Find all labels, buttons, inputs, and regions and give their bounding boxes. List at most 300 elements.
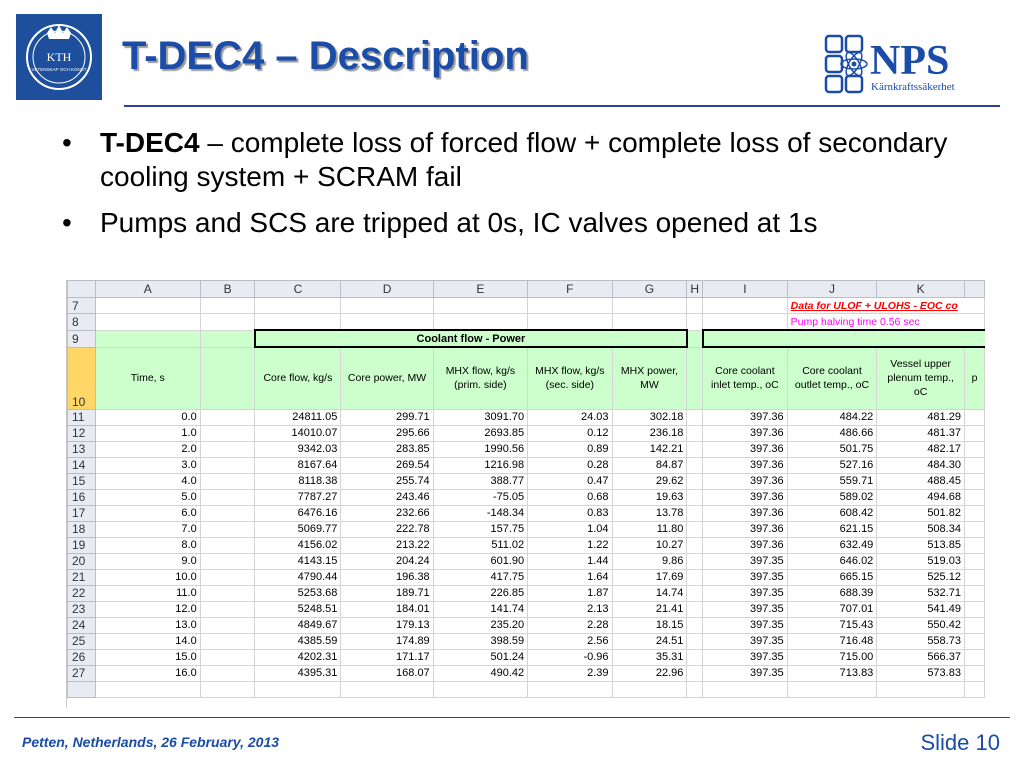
value-cell[interactable]: 141.74	[433, 601, 527, 617]
value-cell[interactable]: 397.35	[703, 665, 788, 681]
cell[interactable]	[95, 298, 200, 314]
row-header[interactable]: 24	[68, 617, 96, 633]
cell[interactable]	[687, 457, 703, 473]
value-cell[interactable]: 0.68	[528, 489, 612, 505]
cell[interactable]	[95, 330, 200, 347]
value-cell[interactable]: 525.12	[877, 569, 965, 585]
cell[interactable]	[687, 298, 703, 314]
row-header[interactable]: 11	[68, 409, 96, 425]
cell[interactable]	[964, 569, 984, 585]
sheet-row	[68, 633, 985, 649]
cell[interactable]	[200, 441, 255, 457]
cell[interactable]	[528, 681, 612, 697]
value-cell[interactable]: 417.75	[433, 569, 527, 585]
cell[interactable]	[687, 633, 703, 649]
header-core-power[interactable]: Core power, MW	[341, 347, 433, 409]
cell[interactable]	[200, 569, 255, 585]
value-cell[interactable]: 1.04	[528, 521, 612, 537]
value-cell[interactable]: 4202.31	[255, 649, 341, 665]
cell[interactable]	[687, 553, 703, 569]
value-cell[interactable]: 715.00	[787, 649, 877, 665]
value-cell[interactable]: 8167.64	[255, 457, 341, 473]
cell[interactable]	[200, 681, 255, 697]
cell[interactable]	[703, 681, 788, 697]
value-cell[interactable]: 5248.51	[255, 601, 341, 617]
value-cell[interactable]: 501.82	[877, 505, 965, 521]
value-cell[interactable]: 243.46	[341, 489, 433, 505]
column-header[interactable]: B	[200, 281, 255, 298]
value-cell[interactable]: 716.48	[787, 633, 877, 649]
row-header[interactable]: 9	[68, 330, 96, 347]
value-cell[interactable]: 10.27	[612, 537, 687, 553]
cell[interactable]	[200, 585, 255, 601]
kth-logo-subtext: VETENSKAP OCH KONST	[31, 67, 87, 72]
value-cell[interactable]: 484.30	[877, 457, 965, 473]
row-header[interactable]: 13	[68, 441, 96, 457]
value-cell[interactable]: 4385.59	[255, 633, 341, 649]
cell[interactable]	[687, 314, 703, 331]
cell[interactable]	[964, 633, 984, 649]
header-core-flow[interactable]: Core flow, kg/s	[255, 347, 341, 409]
value-cell[interactable]: 171.17	[341, 649, 433, 665]
value-cell[interactable]: 11.0	[95, 585, 200, 601]
value-cell[interactable]: 1.0	[95, 425, 200, 441]
value-cell[interactable]: 14.74	[612, 585, 687, 601]
column-header[interactable]: E	[433, 281, 527, 298]
value-cell[interactable]: 0.12	[528, 425, 612, 441]
value-cell[interactable]: 1990.56	[433, 441, 527, 457]
cell[interactable]	[612, 298, 687, 314]
value-cell[interactable]: 397.36	[703, 457, 788, 473]
value-cell[interactable]: 388.77	[433, 473, 527, 489]
value-cell[interactable]: 2693.85	[433, 425, 527, 441]
value-cell[interactable]: 481.29	[877, 409, 965, 425]
cell[interactable]	[255, 314, 341, 331]
column-header[interactable]: F	[528, 281, 612, 298]
value-cell[interactable]: 8.0	[95, 537, 200, 553]
row-header[interactable]: 17	[68, 505, 96, 521]
value-cell[interactable]: 236.18	[612, 425, 687, 441]
value-cell[interactable]: 11.80	[612, 521, 687, 537]
value-cell[interactable]: 2.56	[528, 633, 612, 649]
cell[interactable]	[964, 489, 984, 505]
cell[interactable]	[687, 649, 703, 665]
value-cell[interactable]: 508.34	[877, 521, 965, 537]
column-header[interactable]: H	[687, 281, 703, 298]
row-header[interactable]: 12	[68, 425, 96, 441]
value-cell[interactable]: 3.0	[95, 457, 200, 473]
value-cell[interactable]: 621.15	[787, 521, 877, 537]
data-rows	[68, 409, 985, 681]
cell[interactable]	[964, 537, 984, 553]
value-cell[interactable]: 168.07	[341, 665, 433, 681]
value-cell[interactable]: 398.59	[433, 633, 527, 649]
cell[interactable]	[687, 617, 703, 633]
cell[interactable]	[200, 425, 255, 441]
value-cell[interactable]: 501.24	[433, 649, 527, 665]
cell[interactable]	[964, 681, 984, 697]
cell[interactable]	[964, 521, 984, 537]
cell[interactable]	[200, 649, 255, 665]
cell[interactable]	[200, 347, 255, 409]
value-cell[interactable]: 494.68	[877, 489, 965, 505]
value-cell[interactable]: 2.0	[95, 441, 200, 457]
value-cell[interactable]: -0.96	[528, 649, 612, 665]
value-cell[interactable]: 226.85	[433, 585, 527, 601]
value-cell[interactable]: 9.0	[95, 553, 200, 569]
cell[interactable]	[703, 314, 788, 331]
value-cell[interactable]: 24.51	[612, 633, 687, 649]
cell[interactable]	[255, 681, 341, 697]
cell[interactable]	[200, 314, 255, 331]
value-cell[interactable]: 295.66	[341, 425, 433, 441]
value-cell[interactable]: 0.47	[528, 473, 612, 489]
value-cell[interactable]: 14.0	[95, 633, 200, 649]
row-header[interactable]: 10	[68, 347, 96, 409]
value-cell[interactable]: 16.0	[95, 665, 200, 681]
value-cell[interactable]: 608.42	[787, 505, 877, 521]
cell[interactable]	[703, 298, 788, 314]
value-cell[interactable]: 397.35	[703, 649, 788, 665]
cell[interactable]	[964, 425, 984, 441]
cell[interactable]	[687, 521, 703, 537]
value-cell[interactable]: 397.36	[703, 489, 788, 505]
cell[interactable]	[95, 681, 200, 697]
value-cell[interactable]: 6476.16	[255, 505, 341, 521]
cell[interactable]	[687, 330, 703, 347]
value-cell[interactable]: 29.62	[612, 473, 687, 489]
column-header[interactable]: C	[255, 281, 341, 298]
value-cell[interactable]: -75.05	[433, 489, 527, 505]
value-cell[interactable]: 4395.31	[255, 665, 341, 681]
value-cell[interactable]: 174.89	[341, 633, 433, 649]
value-cell[interactable]: 501.75	[787, 441, 877, 457]
row-header[interactable]: 27	[68, 665, 96, 681]
header-mhx-power[interactable]: MHX power, MW	[612, 347, 687, 409]
value-cell[interactable]: 541.49	[877, 601, 965, 617]
value-cell[interactable]: 189.71	[341, 585, 433, 601]
cell[interactable]	[964, 457, 984, 473]
cell[interactable]	[687, 569, 703, 585]
value-cell[interactable]: 283.85	[341, 441, 433, 457]
cell[interactable]	[687, 441, 703, 457]
value-cell[interactable]: 589.02	[787, 489, 877, 505]
value-cell[interactable]: 481.37	[877, 425, 965, 441]
value-cell[interactable]: 8118.38	[255, 473, 341, 489]
value-cell[interactable]: 519.03	[877, 553, 965, 569]
value-cell[interactable]: -148.34	[433, 505, 527, 521]
value-cell[interactable]: 2.28	[528, 617, 612, 633]
row-header[interactable]: 16	[68, 489, 96, 505]
value-cell[interactable]: 21.41	[612, 601, 687, 617]
value-cell[interactable]: 488.45	[877, 473, 965, 489]
column-header[interactable]: D	[341, 281, 433, 298]
row-header[interactable]: 26	[68, 649, 96, 665]
cell[interactable]	[200, 409, 255, 425]
column-header[interactable]: A	[95, 281, 200, 298]
value-cell[interactable]: 2.39	[528, 665, 612, 681]
column-header[interactable]: G	[612, 281, 687, 298]
value-cell[interactable]: 397.36	[703, 441, 788, 457]
cell[interactable]	[687, 585, 703, 601]
value-cell[interactable]: 269.54	[341, 457, 433, 473]
row-header[interactable]: 18	[68, 521, 96, 537]
value-cell[interactable]: 646.02	[787, 553, 877, 569]
cell[interactable]	[341, 314, 433, 331]
nps-logo	[822, 28, 1002, 96]
sheet-row	[68, 601, 985, 617]
value-cell[interactable]: 14010.07	[255, 425, 341, 441]
value-cell[interactable]: 179.13	[341, 617, 433, 633]
cell[interactable]	[200, 505, 255, 521]
value-cell[interactable]: 5069.77	[255, 521, 341, 537]
value-cell[interactable]: 84.87	[612, 457, 687, 473]
value-cell[interactable]: 9.86	[612, 553, 687, 569]
row-header[interactable]: 15	[68, 473, 96, 489]
value-cell[interactable]: 4156.02	[255, 537, 341, 553]
cell[interactable]	[687, 505, 703, 521]
cell[interactable]	[687, 425, 703, 441]
cell[interactable]	[433, 681, 527, 697]
value-cell[interactable]: 0.89	[528, 441, 612, 457]
value-cell[interactable]: 397.36	[703, 473, 788, 489]
value-cell[interactable]: 1.87	[528, 585, 612, 601]
sheet-row	[68, 457, 985, 473]
cell[interactable]	[787, 681, 877, 697]
cell[interactable]	[687, 409, 703, 425]
select-all-corner[interactable]	[68, 281, 96, 298]
value-cell[interactable]: 157.75	[433, 521, 527, 537]
cell[interactable]	[200, 298, 255, 314]
cell[interactable]	[687, 347, 703, 409]
cell[interactable]	[687, 489, 703, 505]
value-cell[interactable]: 559.71	[787, 473, 877, 489]
row-header[interactable]: 25	[68, 633, 96, 649]
cell[interactable]	[964, 617, 984, 633]
value-cell[interactable]: 19.63	[612, 489, 687, 505]
value-cell[interactable]: 142.21	[612, 441, 687, 457]
value-cell[interactable]: 558.73	[877, 633, 965, 649]
cell[interactable]	[612, 681, 687, 697]
value-cell[interactable]: 13.0	[95, 617, 200, 633]
pump-note[interactable]: Pump halving time 0.56 sec	[787, 314, 984, 331]
cell[interactable]	[964, 665, 984, 681]
sheet-row	[68, 537, 985, 553]
value-cell[interactable]: 397.36	[703, 425, 788, 441]
header-core-outlet-temp[interactable]: Core coolant outlet temp., oC	[787, 347, 877, 409]
cell[interactable]	[528, 298, 612, 314]
value-cell[interactable]: 484.22	[787, 409, 877, 425]
cell[interactable]	[433, 298, 527, 314]
value-cell[interactable]: 707.01	[787, 601, 877, 617]
value-cell[interactable]: 573.83	[877, 665, 965, 681]
cell[interactable]	[687, 681, 703, 697]
value-cell[interactable]: 1216.98	[433, 457, 527, 473]
value-cell[interactable]: 532.71	[877, 585, 965, 601]
cell[interactable]	[200, 457, 255, 473]
value-cell[interactable]: 0.83	[528, 505, 612, 521]
value-cell[interactable]: 4790.44	[255, 569, 341, 585]
cell[interactable]	[528, 314, 612, 331]
value-cell[interactable]: 232.66	[341, 505, 433, 521]
value-cell[interactable]: 397.36	[703, 409, 788, 425]
value-cell[interactable]: 397.35	[703, 601, 788, 617]
cell[interactable]	[200, 617, 255, 633]
value-cell[interactable]: 4143.15	[255, 553, 341, 569]
value-cell[interactable]: 10.0	[95, 569, 200, 585]
value-cell[interactable]: 7787.27	[255, 489, 341, 505]
cell[interactable]	[341, 681, 433, 697]
cell[interactable]	[200, 330, 255, 347]
cell[interactable]	[687, 601, 703, 617]
value-cell[interactable]: 299.71	[341, 409, 433, 425]
cell[interactable]	[433, 314, 527, 331]
value-cell[interactable]: 527.16	[787, 457, 877, 473]
value-cell[interactable]: 35.31	[612, 649, 687, 665]
value-cell[interactable]: 222.78	[341, 521, 433, 537]
column-header[interactable]	[964, 281, 984, 298]
value-cell[interactable]: 5.0	[95, 489, 200, 505]
column-header[interactable]: K	[877, 281, 965, 298]
column-header[interactable]: I	[703, 281, 788, 298]
cell[interactable]	[200, 633, 255, 649]
cell[interactable]	[964, 649, 984, 665]
value-cell[interactable]: 2.13	[528, 601, 612, 617]
cell[interactable]	[964, 441, 984, 457]
cell[interactable]	[687, 665, 703, 681]
cell[interactable]	[964, 585, 984, 601]
sheet-row	[68, 314, 985, 331]
bullet-item: • T-DEC4 – complete loss of forced flow + complete loss of secondary cooling system + SCRAM fail	[62, 127, 948, 192]
value-cell[interactable]: 24.03	[528, 409, 612, 425]
cell[interactable]	[200, 665, 255, 681]
cell[interactable]	[200, 601, 255, 617]
value-cell[interactable]: 0.28	[528, 457, 612, 473]
cell[interactable]	[964, 601, 984, 617]
value-cell[interactable]: 715.43	[787, 617, 877, 633]
value-cell[interactable]: 397.35	[703, 633, 788, 649]
value-cell[interactable]: 1.22	[528, 537, 612, 553]
value-cell[interactable]: 0.0	[95, 409, 200, 425]
value-cell[interactable]: 486.66	[787, 425, 877, 441]
cell[interactable]	[612, 314, 687, 331]
value-cell[interactable]: 302.18	[612, 409, 687, 425]
value-cell[interactable]: 397.35	[703, 569, 788, 585]
value-cell[interactable]: 12.0	[95, 601, 200, 617]
value-cell[interactable]: 6.0	[95, 505, 200, 521]
column-header[interactable]: J	[787, 281, 877, 298]
cell[interactable]	[200, 553, 255, 569]
row-header[interactable]: 7	[68, 298, 96, 314]
value-cell[interactable]: 3091.70	[433, 409, 527, 425]
value-cell[interactable]: 17.69	[612, 569, 687, 585]
value-cell[interactable]: 204.24	[341, 553, 433, 569]
header-plenum-temp[interactable]: Vessel upper plenum temp., oC	[877, 347, 965, 409]
cell[interactable]	[341, 298, 433, 314]
data-note[interactable]: Data for ULOF + ULOHS - EOC co	[787, 298, 984, 314]
value-cell[interactable]: 5253.68	[255, 585, 341, 601]
value-cell[interactable]: 4849.67	[255, 617, 341, 633]
cell[interactable]	[200, 489, 255, 505]
value-cell[interactable]: 490.42	[433, 665, 527, 681]
value-cell[interactable]: 632.49	[787, 537, 877, 553]
value-cell[interactable]: 255.74	[341, 473, 433, 489]
row-header[interactable]: 19	[68, 537, 96, 553]
cell[interactable]	[200, 537, 255, 553]
value-cell[interactable]: 665.15	[787, 569, 877, 585]
value-cell[interactable]: 184.01	[341, 601, 433, 617]
row-header[interactable]: 21	[68, 569, 96, 585]
header-time[interactable]: Time, s	[95, 347, 200, 409]
cell[interactable]	[964, 505, 984, 521]
value-cell[interactable]: 566.37	[877, 649, 965, 665]
row-header[interactable]	[68, 681, 96, 697]
value-cell[interactable]: 1.64	[528, 569, 612, 585]
group-header[interactable]: Coolant flow - Power	[255, 330, 687, 347]
value-cell[interactable]: 550.42	[877, 617, 965, 633]
value-cell[interactable]: 7.0	[95, 521, 200, 537]
value-cell[interactable]: 397.35	[703, 553, 788, 569]
value-cell[interactable]: 397.36	[703, 537, 788, 553]
value-cell[interactable]: 9342.03	[255, 441, 341, 457]
value-cell[interactable]: 511.02	[433, 537, 527, 553]
value-cell[interactable]: 513.85	[877, 537, 965, 553]
row-header[interactable]: 8	[68, 314, 96, 331]
sheet-row	[68, 505, 985, 521]
value-cell[interactable]: 24811.05	[255, 409, 341, 425]
row-header[interactable]: 14	[68, 457, 96, 473]
value-cell[interactable]: 213.22	[341, 537, 433, 553]
header-mhx-flow-prim[interactable]: MHX flow, kg/s (prim. side)	[433, 347, 527, 409]
value-cell[interactable]: 397.36	[703, 521, 788, 537]
value-cell[interactable]: 22.96	[612, 665, 687, 681]
cell[interactable]	[200, 521, 255, 537]
header-mhx-flow-sec[interactable]: MHX flow, kg/s (sec. side)	[528, 347, 612, 409]
row-header[interactable]: 23	[68, 601, 96, 617]
value-cell[interactable]: 13.78	[612, 505, 687, 521]
cell[interactable]	[687, 473, 703, 489]
cell[interactable]	[255, 298, 341, 314]
header-truncated[interactable]: p	[964, 347, 984, 409]
value-cell[interactable]: 18.15	[612, 617, 687, 633]
value-cell[interactable]: 397.35	[703, 617, 788, 633]
group-header-2[interactable]	[703, 330, 985, 347]
cell[interactable]	[200, 473, 255, 489]
cell[interactable]	[964, 553, 984, 569]
value-cell[interactable]: 397.35	[703, 585, 788, 601]
kth-logo	[16, 14, 102, 100]
value-cell[interactable]: 482.17	[877, 441, 965, 457]
value-cell[interactable]: 713.83	[787, 665, 877, 681]
value-cell[interactable]: 1.44	[528, 553, 612, 569]
cell[interactable]	[964, 473, 984, 489]
header-core-inlet-temp[interactable]: Core coolant inlet temp., oC	[703, 347, 788, 409]
cell[interactable]	[687, 537, 703, 553]
cell[interactable]	[877, 681, 965, 697]
value-cell[interactable]: 397.36	[703, 505, 788, 521]
value-cell[interactable]: 601.90	[433, 553, 527, 569]
row-header[interactable]: 22	[68, 585, 96, 601]
cell[interactable]	[95, 314, 200, 331]
bullet-list	[62, 126, 962, 252]
row-header[interactable]: 20	[68, 553, 96, 569]
value-cell[interactable]: 196.38	[341, 569, 433, 585]
value-cell[interactable]: 15.0	[95, 649, 200, 665]
value-cell[interactable]: 4.0	[95, 473, 200, 489]
cell[interactable]	[964, 409, 984, 425]
value-cell[interactable]: 235.20	[433, 617, 527, 633]
value-cell[interactable]: 688.39	[787, 585, 877, 601]
